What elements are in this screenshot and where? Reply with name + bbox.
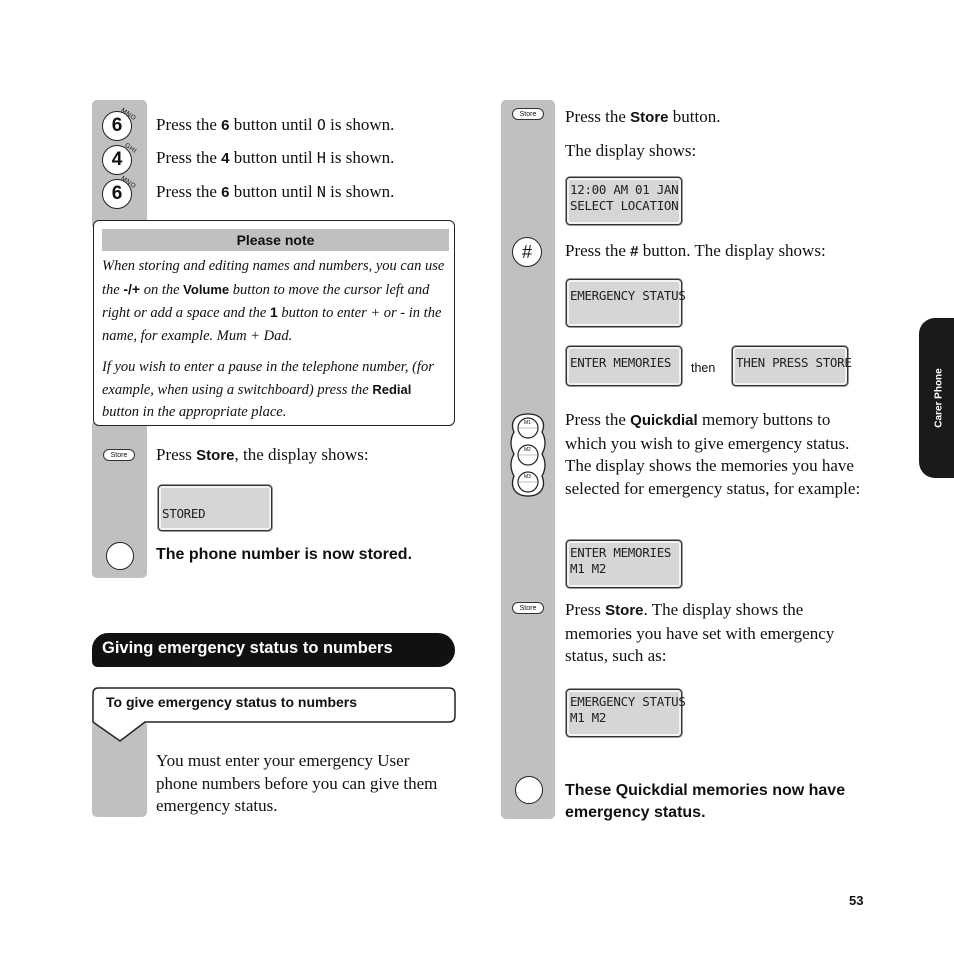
lcd-display-stored: STORED xyxy=(158,485,272,531)
intro-paragraph: You must enter your emergency User phone numbers before you can give them emergency status. xyxy=(156,751,438,815)
side-tab-label: Carer Phone xyxy=(933,368,945,428)
lcd-display-enter-memories: ENTER MEMORIES xyxy=(566,346,682,386)
please-note-box xyxy=(93,220,455,426)
lcd-display-date-location: 12:00 AM 01 JAN SELECT LOCATION xyxy=(566,177,682,225)
step-press-hash: Press the # button. The display shows: xyxy=(565,241,826,260)
step-press-4-h: Press the 4 button until H is shown. xyxy=(156,148,395,167)
quickdial-key-m1-label: M1 xyxy=(524,420,531,426)
side-tab xyxy=(919,318,954,478)
lcd-display-enter-memories-m1-m2: ENTER MEMORIES M1 M2 xyxy=(566,540,682,588)
then-label: then xyxy=(691,361,716,375)
step-press-store: Press Store, the display shows: xyxy=(156,445,369,464)
quickdial-key-m3-label: M3 xyxy=(524,474,531,480)
key-4-icon: 4 GHI xyxy=(102,145,132,175)
store-button-icon: Store xyxy=(103,449,135,461)
step-press-store-button: Press the Store button. xyxy=(565,107,721,126)
step-end-circle-icon xyxy=(106,542,134,570)
lcd-display-then-press-store: THEN PRESS STORE xyxy=(732,346,848,386)
step-press-6-o: Press the 6 button until O is shown. xyxy=(156,115,395,134)
key-6-icon: 6 MNO xyxy=(102,111,132,141)
step-end-circle-icon xyxy=(515,776,543,804)
hash-key-icon: # xyxy=(512,237,542,267)
quickdial-memories-emergency-text: These Quickdial memories now have emergency status. xyxy=(565,782,846,821)
phone-number-stored-text: The phone number is now stored. xyxy=(156,546,413,563)
display-shows-text: The display shows: xyxy=(565,141,697,160)
step-press-6-n: Press the 6 button until N is shown. xyxy=(156,182,395,201)
section-heading: Giving emergency status to numbers xyxy=(92,633,455,667)
please-note-paragraph-2: If you wish to enter a pause in the telephone number, (for example, when using a switchboard) press the Redial button in the appropriate place. xyxy=(102,359,434,420)
step-press-quickdial: Press the Quickdial memory buttons to which you wish to give emergency status. The display shows the memories you have selected for emergency status, for example: xyxy=(565,410,861,498)
store-button-icon: Store xyxy=(512,602,544,614)
key-6-icon: 6 MNO xyxy=(102,179,132,209)
subheading-title: To give emergency status to numbers xyxy=(106,694,358,710)
page-number: 53 xyxy=(849,893,864,908)
lcd-display-emergency-status: EMERGENCY STATUS xyxy=(566,279,682,327)
step-press-store-set: Press Store. The display shows the memories you have set with emergency status, such as: xyxy=(565,600,835,665)
lcd-display-emergency-status-m1-m2: EMERGENCY STATUS M1 M2 xyxy=(566,689,682,737)
please-note-paragraph-1: When storing and editing names and numbers, you can use the -/+ on the Volume button to move the cursor left and right or add a space and the 1 button to enter + or - in the name, for example. Mum + Dad. xyxy=(102,258,445,344)
quickdial-key-m2-label: M2 xyxy=(524,447,531,453)
store-button-icon: Store xyxy=(512,108,544,120)
please-note-title: Please note xyxy=(102,229,449,251)
